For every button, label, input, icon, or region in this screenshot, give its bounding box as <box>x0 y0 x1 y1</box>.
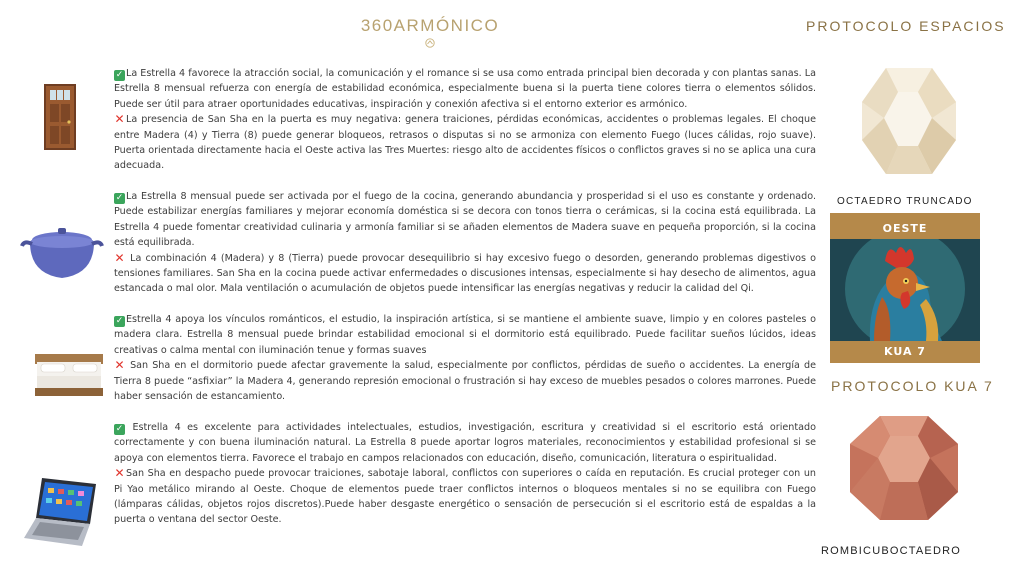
kitchen-positive-text: La Estrella 8 mensual puede ser activada por el fuego de la cocina, generando abundancia y prosperidad si el uso es constante y ordenado. Puede estabilizar energías familiares y mejorar economía doméstica si se decora con tonos tierra o cerámicas, si la cocina está equilibrada. La Estrella 4 puede fomentar creatividad culinaria y armonía familiar si se añaden elementos de Madera suave en pequeña proporción, si la cocina está equilibrada. <box>114 191 816 249</box>
check-mark-icon: ✓ <box>115 193 124 203</box>
protocol-kua-title: PROTOCOLO KUA 7 <box>831 378 994 394</box>
section-bedroom <box>114 312 816 404</box>
kitchen-negative-text: La combinación 4 (Madera) y 8 (Tierra) puede provocar desequilibrio si hay excesivo fuego o desorden, generando problemas digestivos o tensiones familiares. San Sha en la cocina puede activar enfermedades o discusiones intensas, especialmente si hay desecho de alimentos, agua estancada o mal olor. Mala ventilación o acumulación de objetos puede intensificar las energías negativas y reducir la calidad del Qi. <box>114 252 816 295</box>
bedroom-positive <box>114 312 816 358</box>
kitchen-negative <box>114 251 816 297</box>
cross-mark-icon: ✕ <box>114 358 125 373</box>
laptop-icon <box>22 474 100 550</box>
cooking-pot-icon <box>20 226 104 282</box>
door-positive-text: La Estrella 4 favorece la atracción social, la comunicación y el romance si se usa como entrada principal bien decorada y con plantas sanas. La Estrella 8 mensual refuerza con energía de estabilidad económica, especialmente buena si la puerta tiene colores tierra o elementos sólidos. Puede ser útil para atraer oportunidades educativas, inspiración y conexión afectiva si el entorno exterior es armónico. <box>114 68 816 110</box>
banner-bottom-label: KUA 7 <box>884 345 926 358</box>
office-negative <box>114 466 816 528</box>
shape-top-caption: OCTAEDRO TRUNCADO <box>837 196 973 207</box>
check-mark-icon: ✓ <box>115 70 124 80</box>
brand-logo <box>360 16 500 48</box>
door-negative <box>114 112 816 174</box>
rhombicuboctahedron-image <box>846 412 962 524</box>
truncated-octahedron-image <box>858 62 960 180</box>
rooster-illustration <box>830 239 980 341</box>
cross-mark-icon: ✕ <box>114 466 125 481</box>
section-door <box>114 66 816 174</box>
check-mark-icon: ✓ <box>115 316 124 326</box>
office-positive <box>114 420 816 466</box>
cross-mark-icon: ✕ <box>114 250 125 265</box>
protocol-spaces-title: PROTOCOLO ESPACIOS <box>806 18 1006 34</box>
door-negative-text: La presencia de San Sha en la puerta es muy negativa: genera traiciones, pérdidas económicas, accidentes o problemas legales. El choque entre Madera (4) y Tierra (8) puede generar bloqueos, retrasos o disputas si no se armoniza con elemento Fuego (luces cálidas, rojo suave). Puerta orientada directamente hacia el Oeste activa las Tres Muertes: riesgo alto de accidentes físicos o conflictos graves si no se aplica una cura adecuada. <box>114 114 816 172</box>
logo-text: 360ARMÓNICO <box>360 16 500 35</box>
section-kitchen <box>114 189 816 297</box>
check-mark-icon: ✓ <box>115 424 124 434</box>
door-icon <box>44 84 76 150</box>
section-office <box>114 420 816 528</box>
oeste-kua-banner <box>830 213 980 363</box>
banner-top-label: OESTE <box>882 222 928 235</box>
logo-emblem-icon <box>424 38 436 48</box>
bedroom-negative-text: San Sha en el dormitorio puede afectar gravemente la salud, especialmente por conflictos, pérdidas de sueño o accidentes. La energía de Tierra 8 puede “asfixiar” la Madera 4, generando represión emocional o frustración si hay exceso de muebles pesados o colores marrones. Puede haber sensación de estancamiento. <box>114 360 816 403</box>
shape-bottom-caption: ROMBICUBOCTAEDRO <box>821 545 962 557</box>
door-positive <box>114 66 816 112</box>
bed-icon <box>33 354 105 398</box>
cross-mark-icon: ✕ <box>114 112 125 127</box>
kitchen-positive <box>114 189 816 251</box>
bedroom-negative <box>114 358 816 404</box>
office-positive-text: Estrella 4 es excelente para actividades intelectuales, estudios, investigación, escritura y creatividad si el escritorio está orientado correctamente y con buena iluminación natural. La Estrella 8 puede aportar logros materiales, reconocimientos y estabilidad profesional si se apoya con elementos tierra. Favorece el trabajo en campos relacionados con educación, diseño, comunicación, literatura o espiritualidad. <box>114 422 816 464</box>
office-negative-text: San Sha en despacho puede provocar traiciones, sabotaje laboral, conflictos con superiores o caída en reputación. Es crucial proteger con un Pi Yao metálico mirando al Oeste. Choque de elementos puede traer conflictos internos o bloqueos mentales si no se equilibra con Fuego (lámparas cálidas, objetos rojos discretos).Puede haber desgaste energético o sensación de persecución si el escritorio está de espaldas a la puerta o ventana del sector Oeste. <box>114 468 816 526</box>
bedroom-positive-text: Estrella 4 apoya los vínculos románticos, el estudio, la inspiración artística, si se mantiene el ambiente suave, limpio y en colores pasteles o madera clara. Estrella 8 mensual puede brindar estabilidad emocional si el dormitorio está equilibrado. Puede facilitar sueños lúcidos, ideas creativas o calma mental con iluminación tenue y formas suaves <box>114 314 816 356</box>
